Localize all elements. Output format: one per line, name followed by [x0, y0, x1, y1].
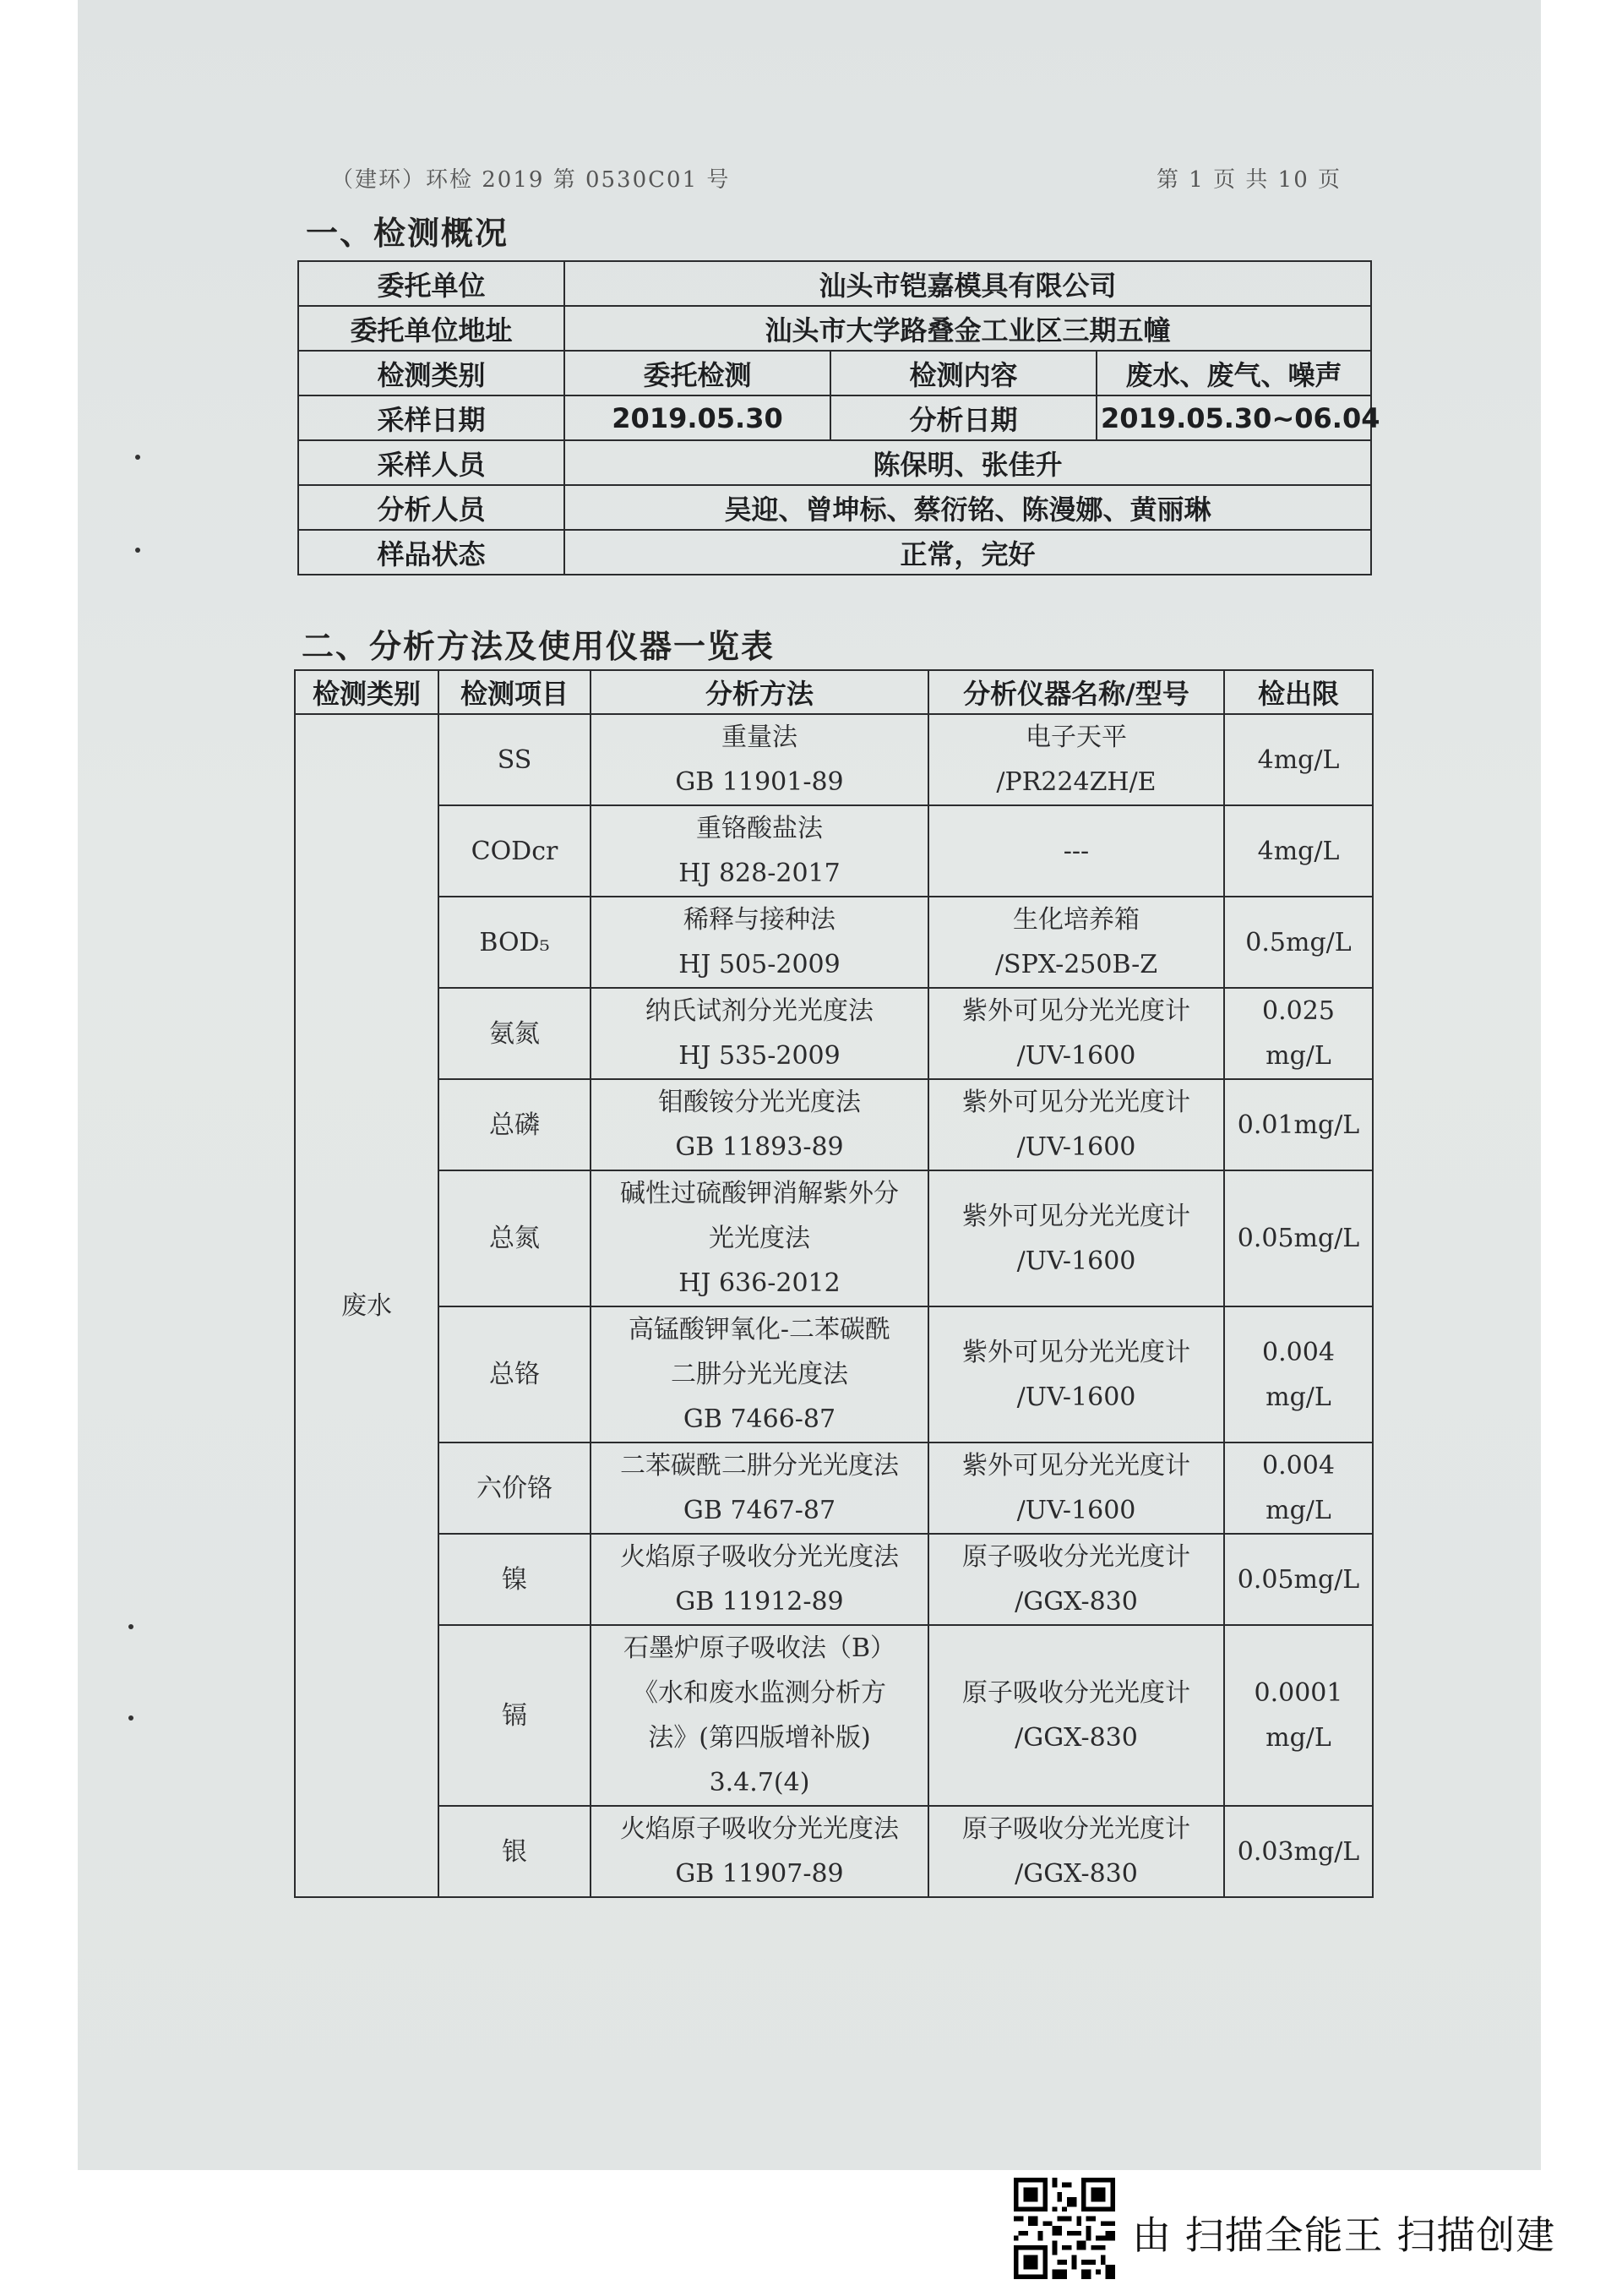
instrument-line: /GGX-830 [1015, 1587, 1138, 1617]
report-number: （建环）环检 2019 第 0530C01 号 [331, 167, 731, 193]
sample-state-label: 样品状态 [298, 530, 564, 575]
header-item: 检测项目 [438, 670, 591, 714]
method-line: 光光度法 [709, 1224, 810, 1253]
instrument-line: /UV-1600 [1016, 1246, 1136, 1276]
content-value: 废水、废气、噪声 [1097, 351, 1371, 395]
scanner-watermark [1014, 2178, 1597, 2279]
limit-cell [1224, 1170, 1373, 1306]
limit-cell [1224, 988, 1373, 1079]
method-line: 重量法 [721, 723, 797, 752]
scan-speck [135, 548, 140, 553]
header-category: 检测类别 [295, 670, 438, 714]
instrument-cell [928, 805, 1224, 897]
item-cell: 镉 [438, 1625, 591, 1806]
client-label: 委托单位 [298, 261, 564, 306]
instrument-cell [928, 714, 1224, 805]
method-cell [591, 1170, 928, 1306]
instrument-line: 生化培养箱 [1013, 905, 1140, 935]
table-row [295, 897, 1373, 988]
method-line: HJ 636-2012 [678, 1268, 841, 1298]
table-row [298, 261, 1371, 306]
instrument-cell [928, 1442, 1224, 1534]
table-row [298, 485, 1371, 530]
section-title-overview: 一、检测概况 [306, 215, 509, 252]
instrument-cell [928, 897, 1224, 988]
method-line: GB 11893-89 [675, 1132, 844, 1162]
limit-line: 4mg/L [1257, 744, 1340, 775]
header-method: 分析方法 [591, 670, 928, 714]
limit-line: 4mg/L [1257, 836, 1340, 866]
samplers-value: 陈保明、张佳升 [564, 440, 1371, 485]
instrument-line: 紫外可见分光光度计 [962, 1201, 1190, 1231]
method-line: 3.4.7(4) [709, 1768, 810, 1797]
scan-speck [128, 1715, 133, 1721]
limit-cell [1224, 1806, 1373, 1897]
method-line: GB 11901-89 [675, 767, 844, 797]
section-title-methods: 二、分析方法及使用仪器一览表 [302, 628, 776, 665]
method-cell [591, 1442, 928, 1534]
method-line: GB 7466-87 [683, 1404, 836, 1434]
method-line: 火焰原子吸收分光光度法 [620, 1542, 899, 1572]
instrument-line: /PR224ZH/E [996, 767, 1157, 797]
method-cell [591, 714, 928, 805]
client-value: 汕头市铠嘉模具有限公司 [564, 261, 1371, 306]
method-line: 二苯碳酰二肼分光光度法 [620, 1451, 899, 1481]
instrument-cell [928, 1079, 1224, 1170]
table-row [295, 988, 1373, 1079]
instrument-line: /UV-1600 [1016, 1041, 1136, 1071]
method-cell [591, 1079, 928, 1170]
limit-line: 0.05mg/L [1237, 1224, 1360, 1253]
category-label: 检测类别 [298, 351, 564, 395]
limit-cell [1224, 1625, 1373, 1806]
scan-speck [128, 1624, 133, 1629]
item-cell: 氨氮 [438, 988, 591, 1079]
method-line: GB 11912-89 [675, 1587, 844, 1617]
table-header-row [295, 670, 1373, 714]
method-line: GB 11907-89 [675, 1859, 844, 1889]
scanned-page [78, 0, 1541, 2170]
content-label: 检测内容 [830, 351, 1097, 395]
method-line: 火焰原子吸收分光光度法 [620, 1814, 899, 1844]
limit-cell [1224, 1442, 1373, 1534]
table-row [295, 1306, 1373, 1442]
instrument-line: 紫外可见分光光度计 [962, 1337, 1190, 1367]
method-line: 重铬酸盐法 [696, 814, 823, 843]
table-row [295, 1806, 1373, 1897]
method-cell [591, 1806, 928, 1897]
instrument-cell [928, 988, 1224, 1079]
instrument-cell [928, 1534, 1224, 1625]
method-line: 高锰酸钾氧化-二苯碳酰 [628, 1315, 891, 1344]
limit-line: 0.05mg/L [1237, 1564, 1360, 1595]
instrument-line: /UV-1600 [1016, 1496, 1136, 1525]
instrument-line: 原子吸收分光光度计 [962, 1814, 1190, 1844]
category-value: 委托检测 [564, 351, 830, 395]
table-row [295, 1079, 1373, 1170]
limit-line: 0.025 [1262, 996, 1335, 1026]
table-row [298, 530, 1371, 575]
instrument-cell [928, 1170, 1224, 1306]
item-cell: BOD₅ [438, 897, 591, 988]
category-cell: 废水 [295, 714, 438, 1897]
table-row [295, 1170, 1373, 1306]
limit-cell [1224, 897, 1373, 988]
header-limit: 检出限 [1224, 670, 1373, 714]
method-cell [591, 1625, 928, 1806]
instrument-line: /GGX-830 [1015, 1723, 1138, 1753]
method-line: HJ 828-2017 [678, 859, 841, 888]
address-label: 委托单位地址 [298, 306, 564, 351]
item-cell: 六价铬 [438, 1442, 591, 1534]
instrument-line: /GGX-830 [1015, 1859, 1138, 1889]
instrument-line: --- [1063, 836, 1090, 866]
method-line: 钼酸铵分光光度法 [658, 1088, 861, 1117]
instrument-cell [928, 1806, 1224, 1897]
method-line: GB 7467-87 [683, 1496, 836, 1525]
method-line: HJ 505-2009 [678, 950, 841, 979]
instrument-line: 紫外可见分光光度计 [962, 996, 1190, 1026]
item-cell: 镍 [438, 1534, 591, 1625]
limit-line: 0.01mg/L [1237, 1110, 1360, 1140]
instrument-line: 紫外可见分光光度计 [962, 1088, 1190, 1117]
method-line: 石墨炉原子吸收法（B） [623, 1633, 896, 1663]
samplers-label: 采样人员 [298, 440, 564, 485]
limit-line: 0.0001 [1254, 1678, 1343, 1708]
item-cell: 银 [438, 1806, 591, 1897]
sampling-date-label: 采样日期 [298, 395, 564, 440]
table-row [298, 440, 1371, 485]
instrument-line: 紫外可见分光光度计 [962, 1451, 1190, 1481]
analysts-label: 分析人员 [298, 485, 564, 530]
method-cell [591, 1306, 928, 1442]
methods-table-body [295, 714, 1373, 1897]
qr-code-icon [1014, 2178, 1115, 2279]
analysis-date-label: 分析日期 [830, 395, 1097, 440]
method-line: 法》(第四版增补版) [648, 1723, 871, 1753]
table-row [295, 1442, 1373, 1534]
limit-line: mg/L [1265, 1496, 1331, 1525]
table-row [298, 351, 1371, 395]
limit-line: mg/L [1265, 1723, 1331, 1753]
limit-cell [1224, 1306, 1373, 1442]
scan-speck [135, 455, 140, 460]
limit-cell [1224, 1534, 1373, 1625]
method-line: 碱性过硫酸钾消解紫外分 [620, 1179, 899, 1208]
header-instrument: 分析仪器名称/型号 [928, 670, 1224, 714]
limit-line: mg/L [1265, 1041, 1331, 1071]
table-row [295, 1534, 1373, 1625]
instrument-cell [928, 1625, 1224, 1806]
instrument-cell [928, 1306, 1224, 1442]
limit-cell [1224, 1079, 1373, 1170]
method-cell [591, 805, 928, 897]
limit-cell [1224, 805, 1373, 897]
instrument-line: /UV-1600 [1016, 1382, 1136, 1412]
limit-line: mg/L [1265, 1382, 1331, 1412]
item-cell: SS [438, 714, 591, 805]
limit-line: 0.5mg/L [1245, 927, 1352, 957]
item-cell: 总氮 [438, 1170, 591, 1306]
method-line: 稀释与接种法 [683, 905, 835, 935]
item-cell: CODcr [438, 805, 591, 897]
sampling-date-value: 2019.05.30 [564, 395, 830, 440]
limit-cell [1224, 714, 1373, 805]
instrument-line: /SPX-250B-Z [994, 950, 1158, 979]
overview-table [297, 260, 1380, 575]
table-row [295, 1625, 1373, 1806]
table-row [295, 714, 1373, 805]
limit-line: 0.004 [1262, 1451, 1335, 1481]
instrument-line: 电子天平 [1026, 723, 1127, 752]
sample-state-value: 正常，完好 [564, 530, 1371, 575]
page-info: 第 1 页 共 10 页 [1157, 167, 1342, 193]
method-line: 《水和废水监测分析方 [633, 1678, 886, 1708]
analysis-date-value: 2019.05.30~06.04 [1097, 395, 1371, 440]
methods-table [294, 669, 1374, 1898]
method-line: 二肼分光光度法 [671, 1360, 848, 1389]
method-line: 纳氏试剂分光光度法 [645, 996, 874, 1026]
table-row [298, 306, 1371, 351]
method-cell [591, 988, 928, 1079]
limit-line: 0.03mg/L [1237, 1836, 1360, 1867]
instrument-line: 原子吸收分光光度计 [962, 1542, 1190, 1572]
table-row [295, 805, 1373, 897]
instrument-line: 原子吸收分光光度计 [962, 1678, 1190, 1708]
scanner-credit-text: 由 扫描全能王 扫描创建 [1132, 2212, 1556, 2258]
limit-line: 0.004 [1262, 1337, 1335, 1367]
method-cell [591, 897, 928, 988]
method-line: HJ 535-2009 [678, 1041, 841, 1071]
item-cell: 总铬 [438, 1306, 591, 1442]
analysts-value: 吴迎、曾坤标、蔡衍铭、陈漫娜、黄丽琳 [564, 485, 1371, 530]
item-cell: 总磷 [438, 1079, 591, 1170]
method-cell [591, 1534, 928, 1625]
table-row [298, 395, 1371, 440]
instrument-line: /UV-1600 [1016, 1132, 1136, 1162]
address-value: 汕头市大学路叠金工业区三期五幢 [564, 306, 1371, 351]
